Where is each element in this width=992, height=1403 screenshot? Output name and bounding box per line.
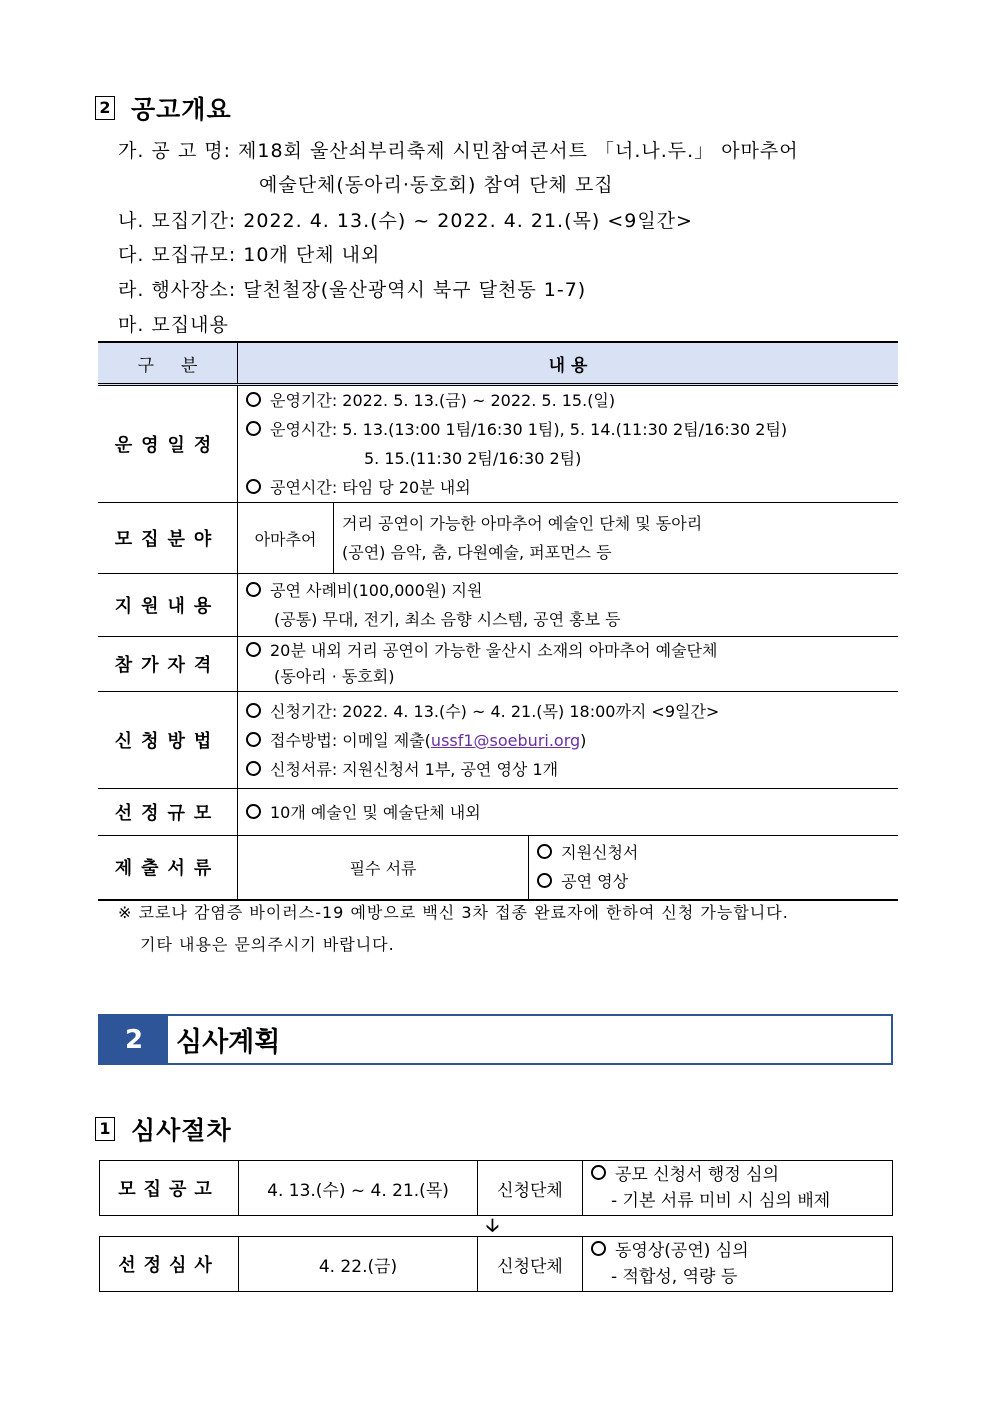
procedure-number: 1 [95, 1117, 115, 1141]
list-item: 운영시간: 5. 13.(13:00 1팀/16:30 1팀), 5. 14.(11:30 2팀/16:30 2팀) [238, 415, 898, 444]
list-item: 거리 공연이 가능한 아마추어 예술인 단체 및 동아리 [342, 514, 703, 533]
procedure-heading [95, 1111, 232, 1147]
overview-line: 나. 모집기간: 2022. 4. 13.(수) ~ 2022. 4. 21.(목) <9일간> [118, 210, 693, 232]
procedure-row [99, 1236, 893, 1292]
schedule-label: 운영일정 [98, 385, 238, 503]
bullet-icon [246, 392, 261, 407]
list-item: 공연 영상 [529, 867, 898, 896]
overview-line: 가. 공 고 명: 제18회 울산쇠부리축제 시민참여콘서트 「너.나.두.」 아마추어 [118, 140, 799, 162]
list-item: 20분 내외 거리 공연이 가능한 울산시 소재의 아마추어 예술단체 [238, 638, 898, 664]
method-label: 신청방법 [98, 692, 238, 789]
bullet-icon [246, 421, 261, 436]
list-item: (공연) 음악, 춤, 다원예술, 퍼포먼스 등 [342, 543, 612, 562]
overview-title: 공고개요 [131, 95, 232, 124]
stage-date: 4. 22.(금) [239, 1237, 478, 1292]
section2-title: 심사계획 [176, 1027, 281, 1058]
docs-sub: 필수 서류 [238, 836, 529, 900]
list-item: 지원신청서 [529, 838, 898, 867]
list-item: 운영기간: 2022. 5. 13.(금) ~ 2022. 5. 15.(일) [238, 386, 898, 415]
section2-bar [98, 1014, 893, 1065]
docs-content [529, 836, 898, 900]
section2-number: 2 [100, 1016, 168, 1063]
list-item: 10개 예술인 및 예술단체 내외 [238, 798, 898, 827]
overview-line: 예술단체(동아리·동호회) 참여 단체 모집 [259, 174, 614, 196]
arrow-down-icon: 🡣 [486, 1215, 499, 1236]
scale-content [238, 789, 899, 836]
stage-detail: 동영상(공연) 심의 - 적합성, 역량 등 [583, 1237, 893, 1292]
header-content: 내 용 [238, 342, 899, 385]
bullet-icon [246, 642, 261, 657]
list-item: 5. 15.(11:30 2팀/16:30 2팀) [364, 449, 582, 468]
bullet-icon [246, 582, 261, 597]
list-item: 공연시간: 타임 당 20분 내외 [238, 473, 898, 502]
overview-line: 다. 모집규모: 10개 단체 내외 [118, 244, 381, 266]
email-link[interactable]: ussf1@soeburi.org [430, 730, 581, 750]
recruitment-table [98, 341, 898, 901]
list-item: (동아리 · 동호회) [274, 667, 395, 686]
schedule-content [238, 385, 899, 503]
qualification-label: 참가자격 [98, 637, 238, 692]
bullet-icon [537, 873, 552, 888]
bullet-icon [246, 761, 261, 776]
list-item: 신청서류: 지원신청서 1부, 공연 영상 1개 [238, 755, 898, 784]
header-category: 구 분 [98, 342, 238, 385]
docs-label: 제출서류 [98, 836, 238, 900]
qualification-content [238, 637, 899, 692]
procedure-title: 심사절차 [131, 1116, 232, 1145]
stage-detail: 공모 신청서 행정 심의 - 기본 서류 미비 시 심의 배제 [583, 1161, 893, 1216]
bullet-icon [246, 732, 261, 747]
list-item: 공연 사례비(100,000원) 지원 [238, 576, 898, 605]
stage-target: 신청단체 [478, 1237, 583, 1292]
bullet-icon [537, 844, 552, 859]
bullet-icon [246, 479, 261, 494]
scale-label: 선정규모 [98, 789, 238, 836]
stage-label: 모집공고 [100, 1161, 239, 1216]
stage-target: 신청단체 [478, 1161, 583, 1216]
field-label: 모집분야 [98, 503, 238, 574]
list-item: 접수방법: 이메일 제출(ussf1@soeburi.org) [238, 726, 898, 755]
procedure-row [99, 1160, 893, 1216]
method-content [238, 692, 899, 789]
bullet-icon [246, 804, 261, 819]
overview-line: 라. 행사장소: 달천철장(울산광역시 북구 달천동 1-7) [118, 279, 587, 301]
field-content [334, 503, 899, 574]
note-line: ※ 코로나 감염증 바이러스-19 예방으로 백신 3차 접종 완료자에 한하여 신청 가능합니다. [118, 903, 789, 922]
bullet-icon [591, 1241, 606, 1256]
overview-heading [95, 90, 232, 126]
list-item: 신청기간: 2022. 4. 13.(수) ~ 4. 21.(목) 18:00까지 <9일간> [238, 697, 898, 726]
note-line: 기타 내용은 문의주시기 바랍니다. [140, 935, 395, 954]
field-sub: 아마추어 [238, 503, 334, 574]
overview-line: 마. 모집내용 [118, 314, 229, 336]
support-content [238, 574, 899, 637]
list-item: (공통) 무대, 전기, 최소 음향 시스템, 공연 홍보 등 [274, 610, 621, 629]
stage-label: 선정심사 [100, 1237, 239, 1292]
bullet-icon [246, 703, 261, 718]
bullet-icon [591, 1165, 606, 1180]
overview-number: 2 [95, 96, 115, 120]
support-label: 지원내용 [98, 574, 238, 637]
stage-date: 4. 13.(수) ~ 4. 21.(목) [239, 1161, 478, 1216]
